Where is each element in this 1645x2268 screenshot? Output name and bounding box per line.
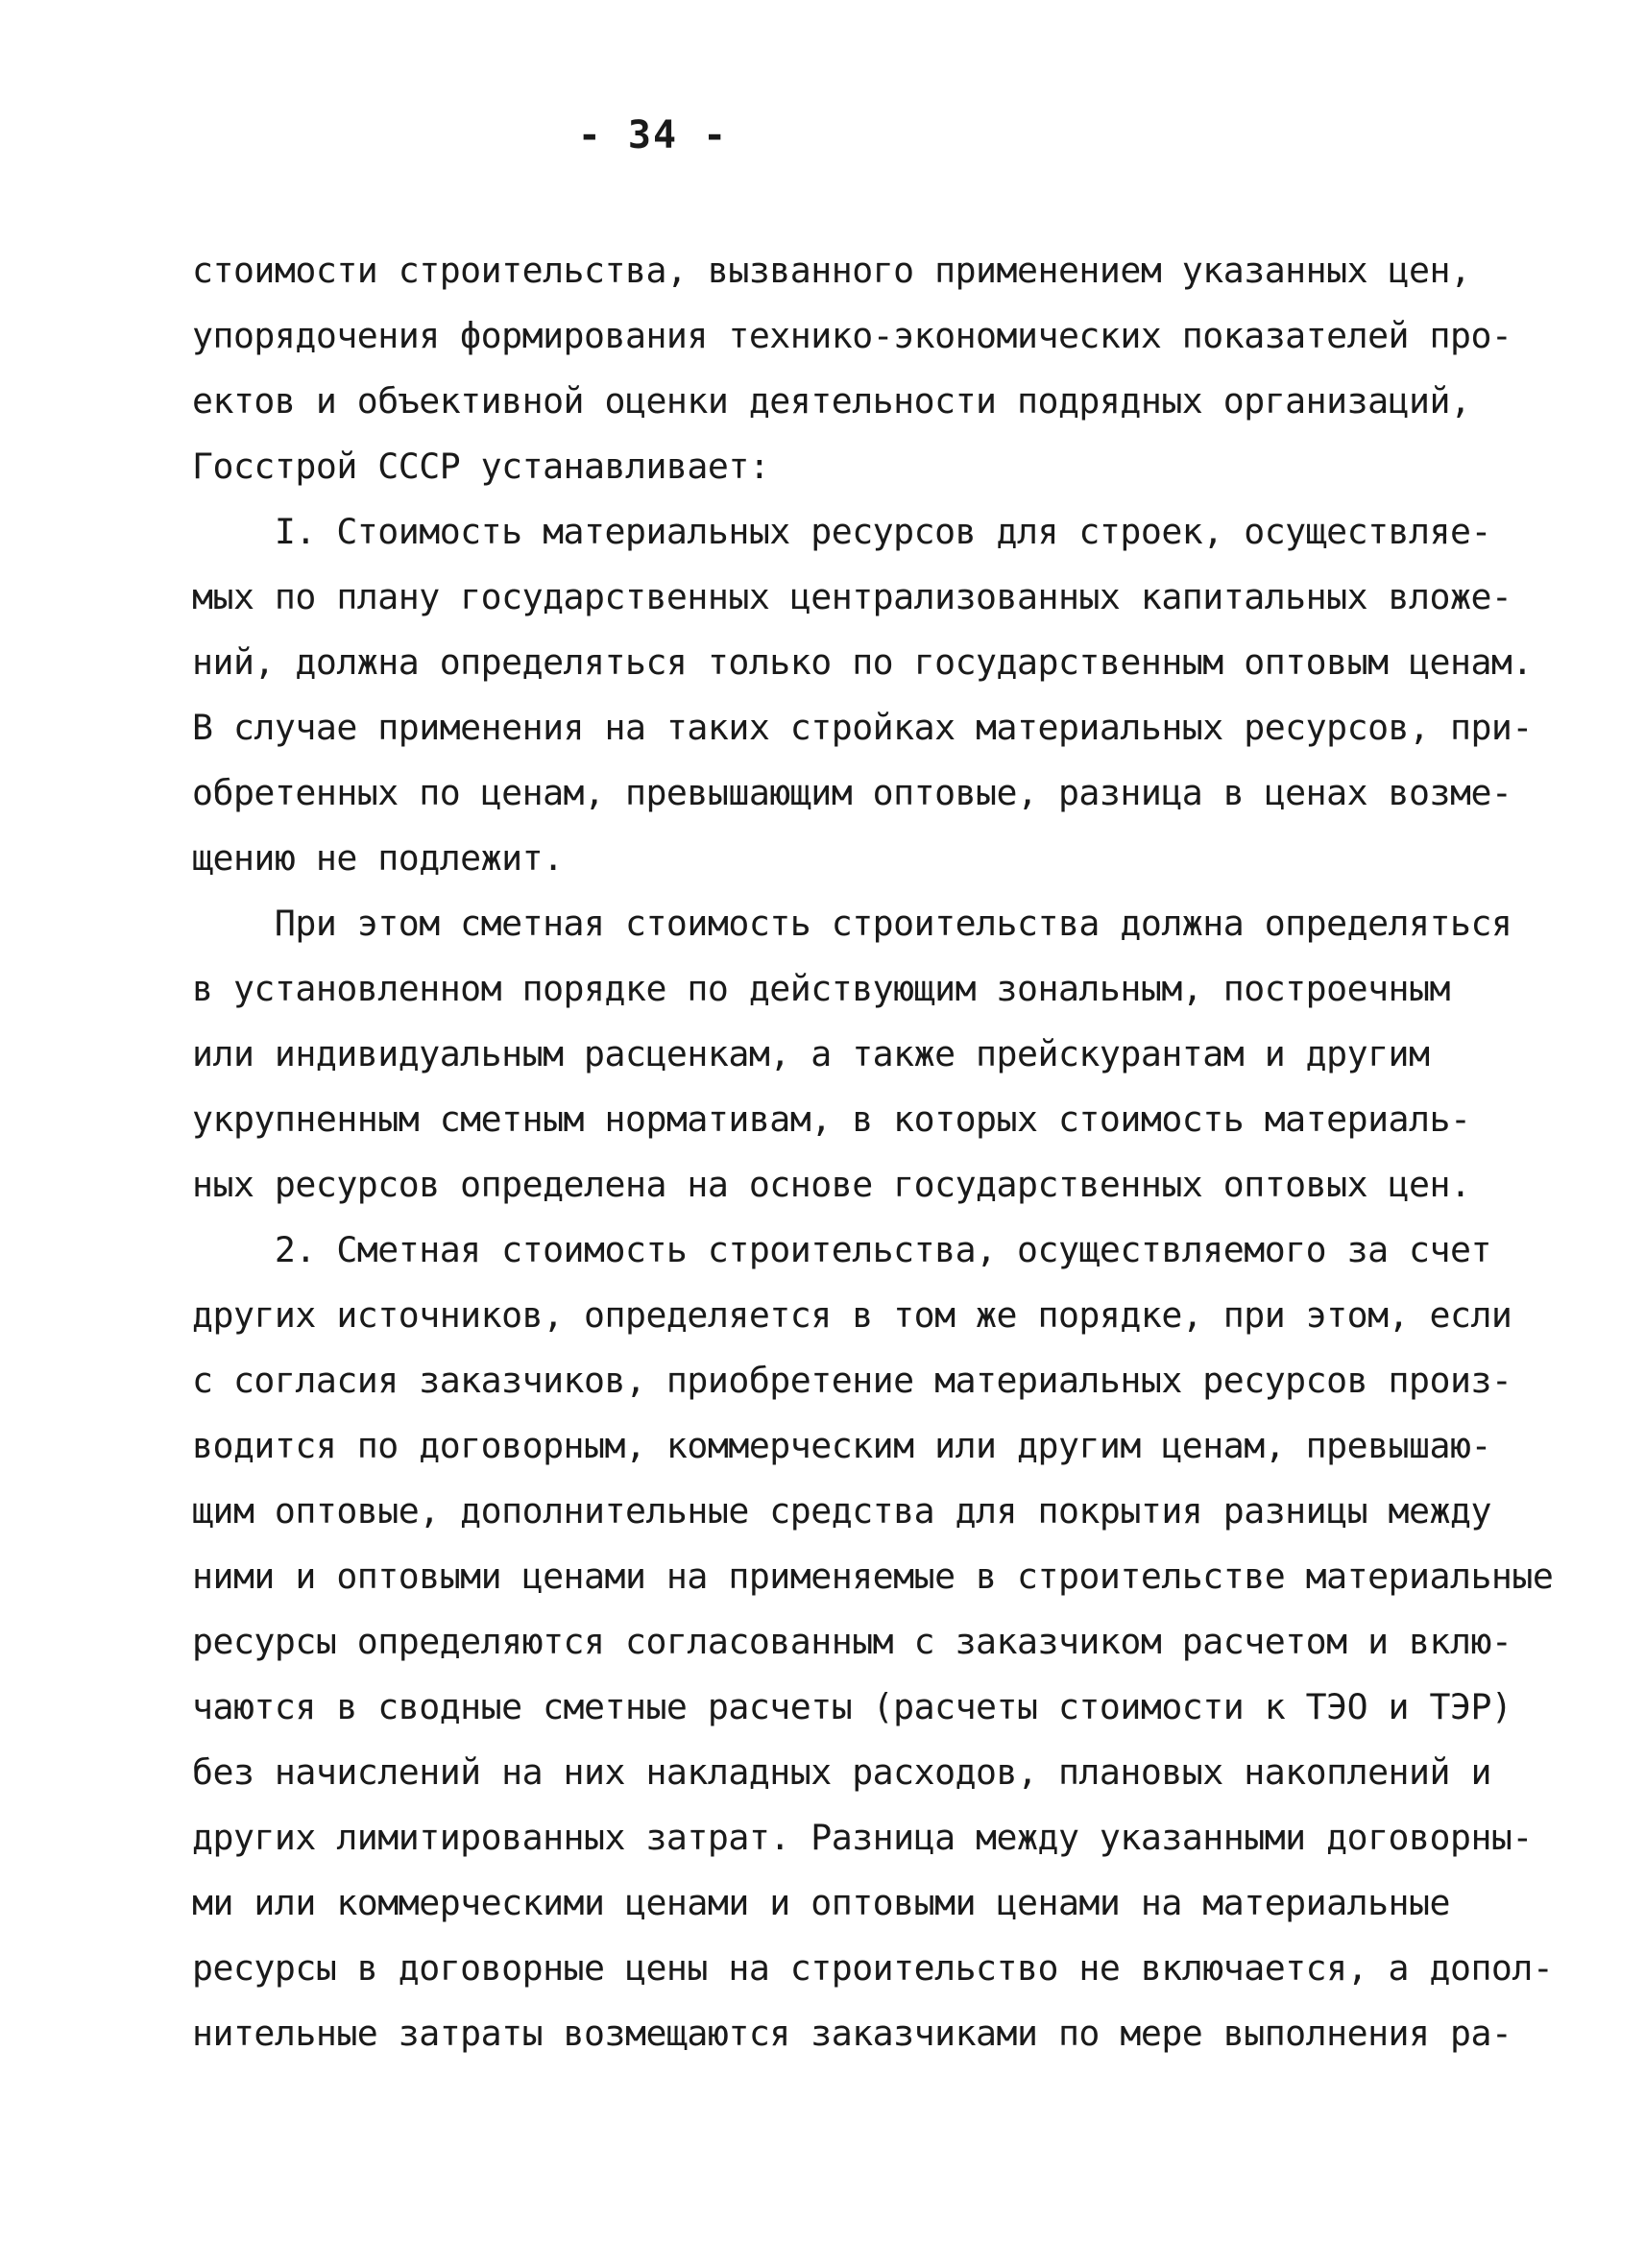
text-line-13: или индивидуальным расценкам, а также прейскурантам и другим: [192, 1033, 1430, 1074]
text-line-22: ресурсы определяются согласованным с заказчиком расчетом и вклю-: [192, 1621, 1512, 1662]
text-line-24: без начислений на них накладных расходов, плановых накоплений и: [192, 1751, 1491, 1793]
text-line-10: щению не подлежит.: [192, 837, 564, 879]
text-line-25: других лимитированных затрат. Разница между указанными договорны-: [192, 1817, 1533, 1858]
text-line-6: мых по плану государственных централизованных капитальных вложе-: [192, 576, 1512, 617]
text-line-1: стоимости строительства, вызванного применением указанных цен,: [192, 250, 1471, 291]
text-line-28: нительные затраты возмещаются заказчиками по мере выполнения ра-: [192, 2013, 1512, 2054]
text-line-14: укрупненным сметным нормативам, в которых стоимость материаль-: [192, 1098, 1471, 1140]
text-line-21: ними и оптовыми ценами на применяемые в строительстве материальные: [192, 1556, 1554, 1597]
text-line-23: чаются в сводные сметные расчеты (расчеты стоимости к ТЭО и ТЭР): [192, 1686, 1512, 1727]
text-line-19: водится по договорным, коммерческим или другим ценам, превышаю-: [192, 1425, 1491, 1466]
text-line-20: щим оптовые, дополнительные средства для покрытия разницы между: [192, 1490, 1491, 1532]
text-line-16: 2. Сметная стоимость строительства, осуществляемого за счет: [192, 1229, 1491, 1270]
text-line-3: ектов и объективной оценки деятельности подрядных организаций,: [192, 380, 1471, 422]
text-line-26: ми или коммерческими ценами и оптовыми ценами на материальные: [192, 1882, 1450, 1923]
text-line-8: В случае применения на таких стройках материальных ресурсов, при-: [192, 707, 1533, 748]
text-line-15: ных ресурсов определена на основе государственных оптовых цен.: [192, 1164, 1471, 1205]
page-number: - 34 -: [577, 113, 729, 157]
text-line-2: упорядочения формирования технико-экономических показателей про-: [192, 315, 1512, 356]
text-line-18: с согласия заказчиков, приобретение материальных ресурсов произ-: [192, 1360, 1512, 1401]
text-line-11: При этом сметная стоимость строительства должна определяться: [192, 903, 1512, 944]
text-line-9: обретенных по ценам, превышающим оптовые, разница в ценах возме-: [192, 772, 1512, 813]
text-line-27: ресурсы в договорные цены на строительство не включается, а допол-: [192, 1947, 1554, 1989]
text-line-4: Госстрой СССР устанавливает:: [192, 446, 770, 487]
text-line-7: ний, должна определяться только по государственным оптовым ценам.: [192, 641, 1533, 683]
text-line-12: в установленном порядке по действующим зональным, построечным: [192, 968, 1450, 1009]
text-line-17: других источников, определяется в том же порядке, при этом, если: [192, 1294, 1512, 1336]
text-line-5: I. Стоимость материальных ресурсов для строек, осуществляе-: [192, 511, 1491, 552]
